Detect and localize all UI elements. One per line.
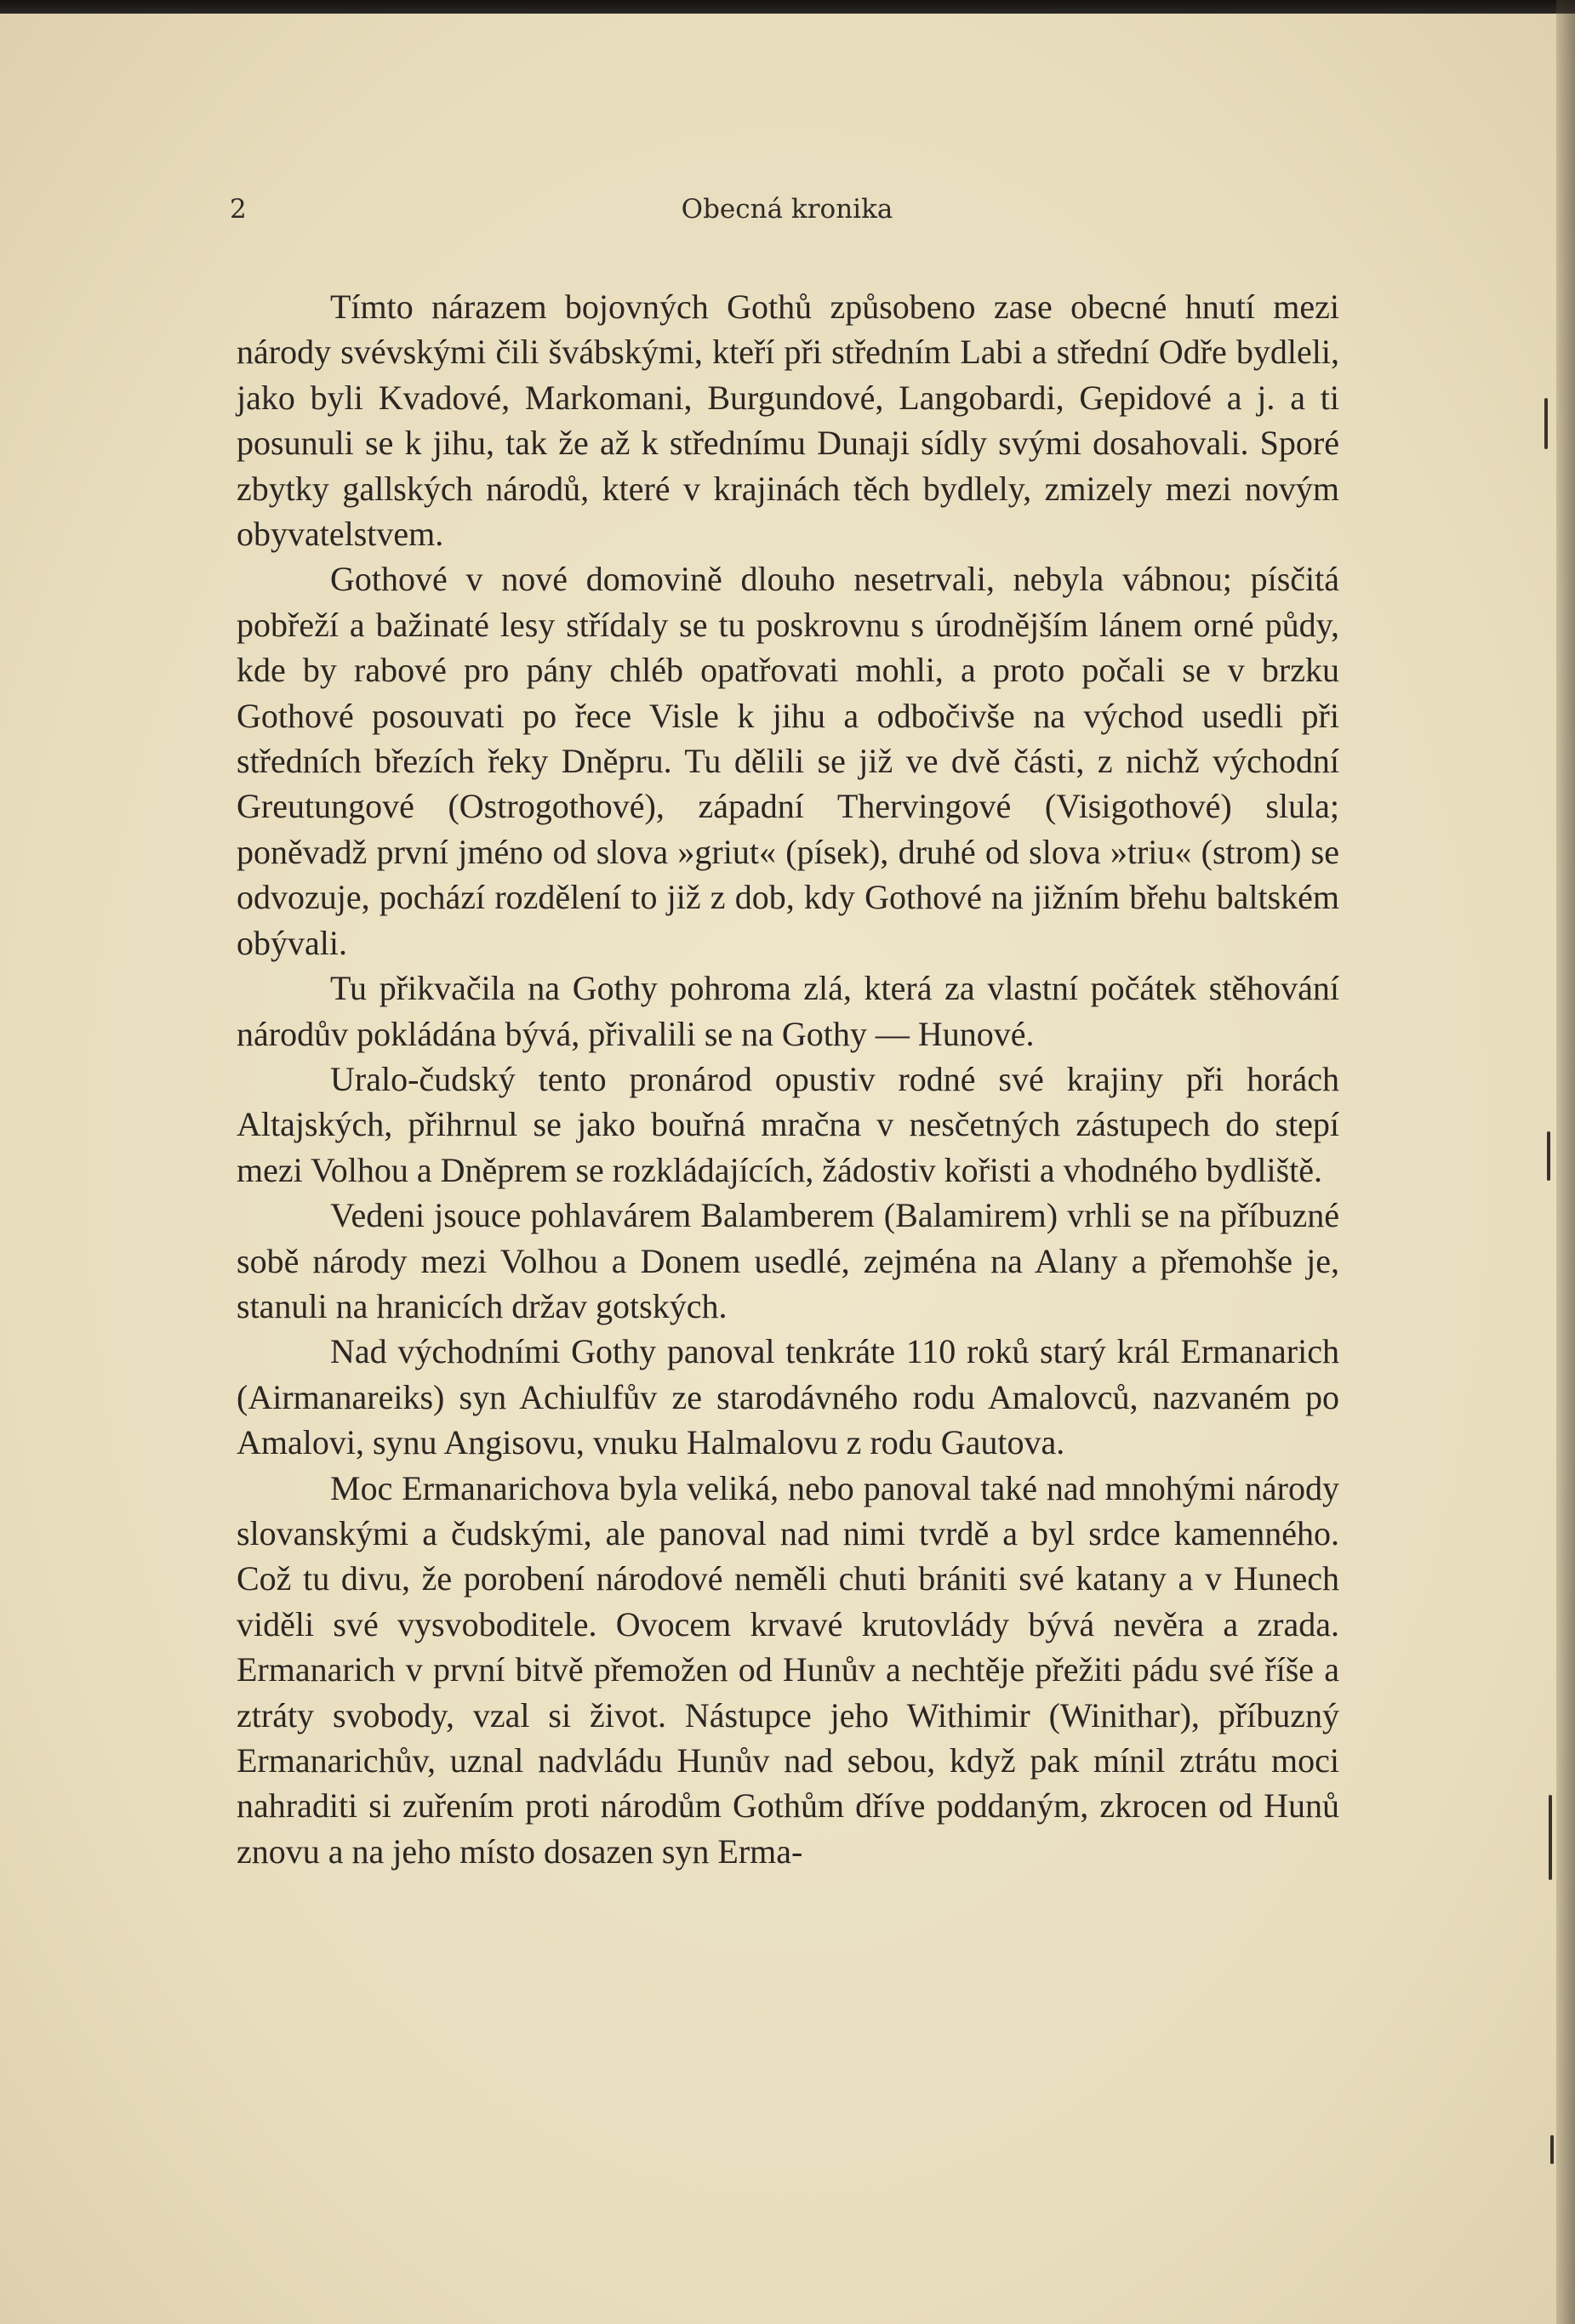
margin-mark — [1549, 1795, 1552, 1880]
paragraph: Uralo-čudský tento pronárod opustiv rodné své krajiny při horách Altajských, přihrnul se jako bouřná mračna v nesčetných zástupech do stepí mezi Volhou a Dněprem se rozkládajících, žádostiv kořisti a vhodného bydliště. — [237, 1059, 1339, 1189]
paragraph: Nad východními Gothy panoval tenkráte 110 roků starý král Ermanarich (Airmanareiks) syn Achiulfův ze starodávného rodu Amalovců, nazvaném po Amalovi, synu Angisovu, vnuku Halmalovu z rodu Gautova. — [237, 1332, 1339, 1462]
page-header — [230, 194, 1344, 236]
margin-mark — [1547, 1131, 1550, 1181]
page-number: 2 — [230, 194, 247, 225]
paragraph: Gothové v nové domovině dlouho nesetrvali, nebyla vábnou; písčitá pobřeží a bažinaté lesy střídaly se tu poskrovnu s úrodnějším lánem orné půdy, kde by rabové pro pány chléb opatřovati mohli, a proto počali se v brzku Gothové posouvati po řece Visle k jihu a odbočivše na východ usedli při středních březích řeky Dněpru. Tu dělili se již ve dvě části, z nichž východní Greutungové (Ostrogothové), západní Thervingové (Visigothové) slula; poněvadž první jméno od slova »griut« (písek), druhé od slova »triu« (strom) se odvozuje, pochází rozdělení to již z dob, kdy Gothové na jižním břehu baltském obývali. — [237, 560, 1339, 962]
running-title: Obecná kronika — [681, 194, 893, 225]
paragraph: Moc Ermanarichova byla veliká, nebo panoval také nad mnohými národy slovanskými a čudskými, ale panoval nad nimi tvrdě a byl srdce kamenného. Což tu divu, že porobení národové neměli chuti brániti své katany a v Hunech viděli své vysvoboditele. Ovocem krvavé krutovlády bývá nevěra a zrada. Ermanarich v první bitvě přemožen od Hunův a nechtěje přežiti pádu své říše a ztráty svobody, vzal si život. Nástupce jeho Withimir (Winithar), příbuzný Ermanarichův, uznal nadvládu Hunův nad sebou, když pak mínil ztrátu moci nahraditi si zuřením proti národům Gothům dříve poddaným, zkrocen od Hunů znovu a na jeho místo dosazen syn Erma- — [237, 1468, 1339, 1871]
body-text — [237, 284, 1339, 1874]
page-binding-edge — [1556, 0, 1575, 2324]
page-top-edge — [0, 0, 1575, 14]
paragraph: Vedeni jsouce pohlavárem Balamberem (Balamirem) vrhli se na příbuzné sobě národy mezi Volhou a Donem usedlé, zejména na Alany a přemohše je, stanuli na hranicích držav gotských. — [237, 1196, 1339, 1325]
paragraph: Tu přikvačila na Gothy pohroma zlá, která za vlastní počátek stěhování národův pokládána bývá, přivalili se na Gothy — Hunové. — [237, 969, 1339, 1053]
margin-mark — [1544, 398, 1548, 449]
paragraph: Tímto nárazem bojovných Gothů způsobeno zase obecné hnutí mezi národy svévskými čili švábskými, kteří při středním Labi a střední Odře bydleli, jako byli Kvadové, Markomani, Burgundové, Langobardi, Gepidové a j. a ti posunuli se k jihu, tak že až k střednímu Dunaji sídly svými dosahovali. Sporé zbytky gallských národů, které v krajinách těch bydlely, zmizely mezi novým obyvatelstvem. — [237, 288, 1339, 554]
margin-mark — [1550, 2135, 1554, 2164]
